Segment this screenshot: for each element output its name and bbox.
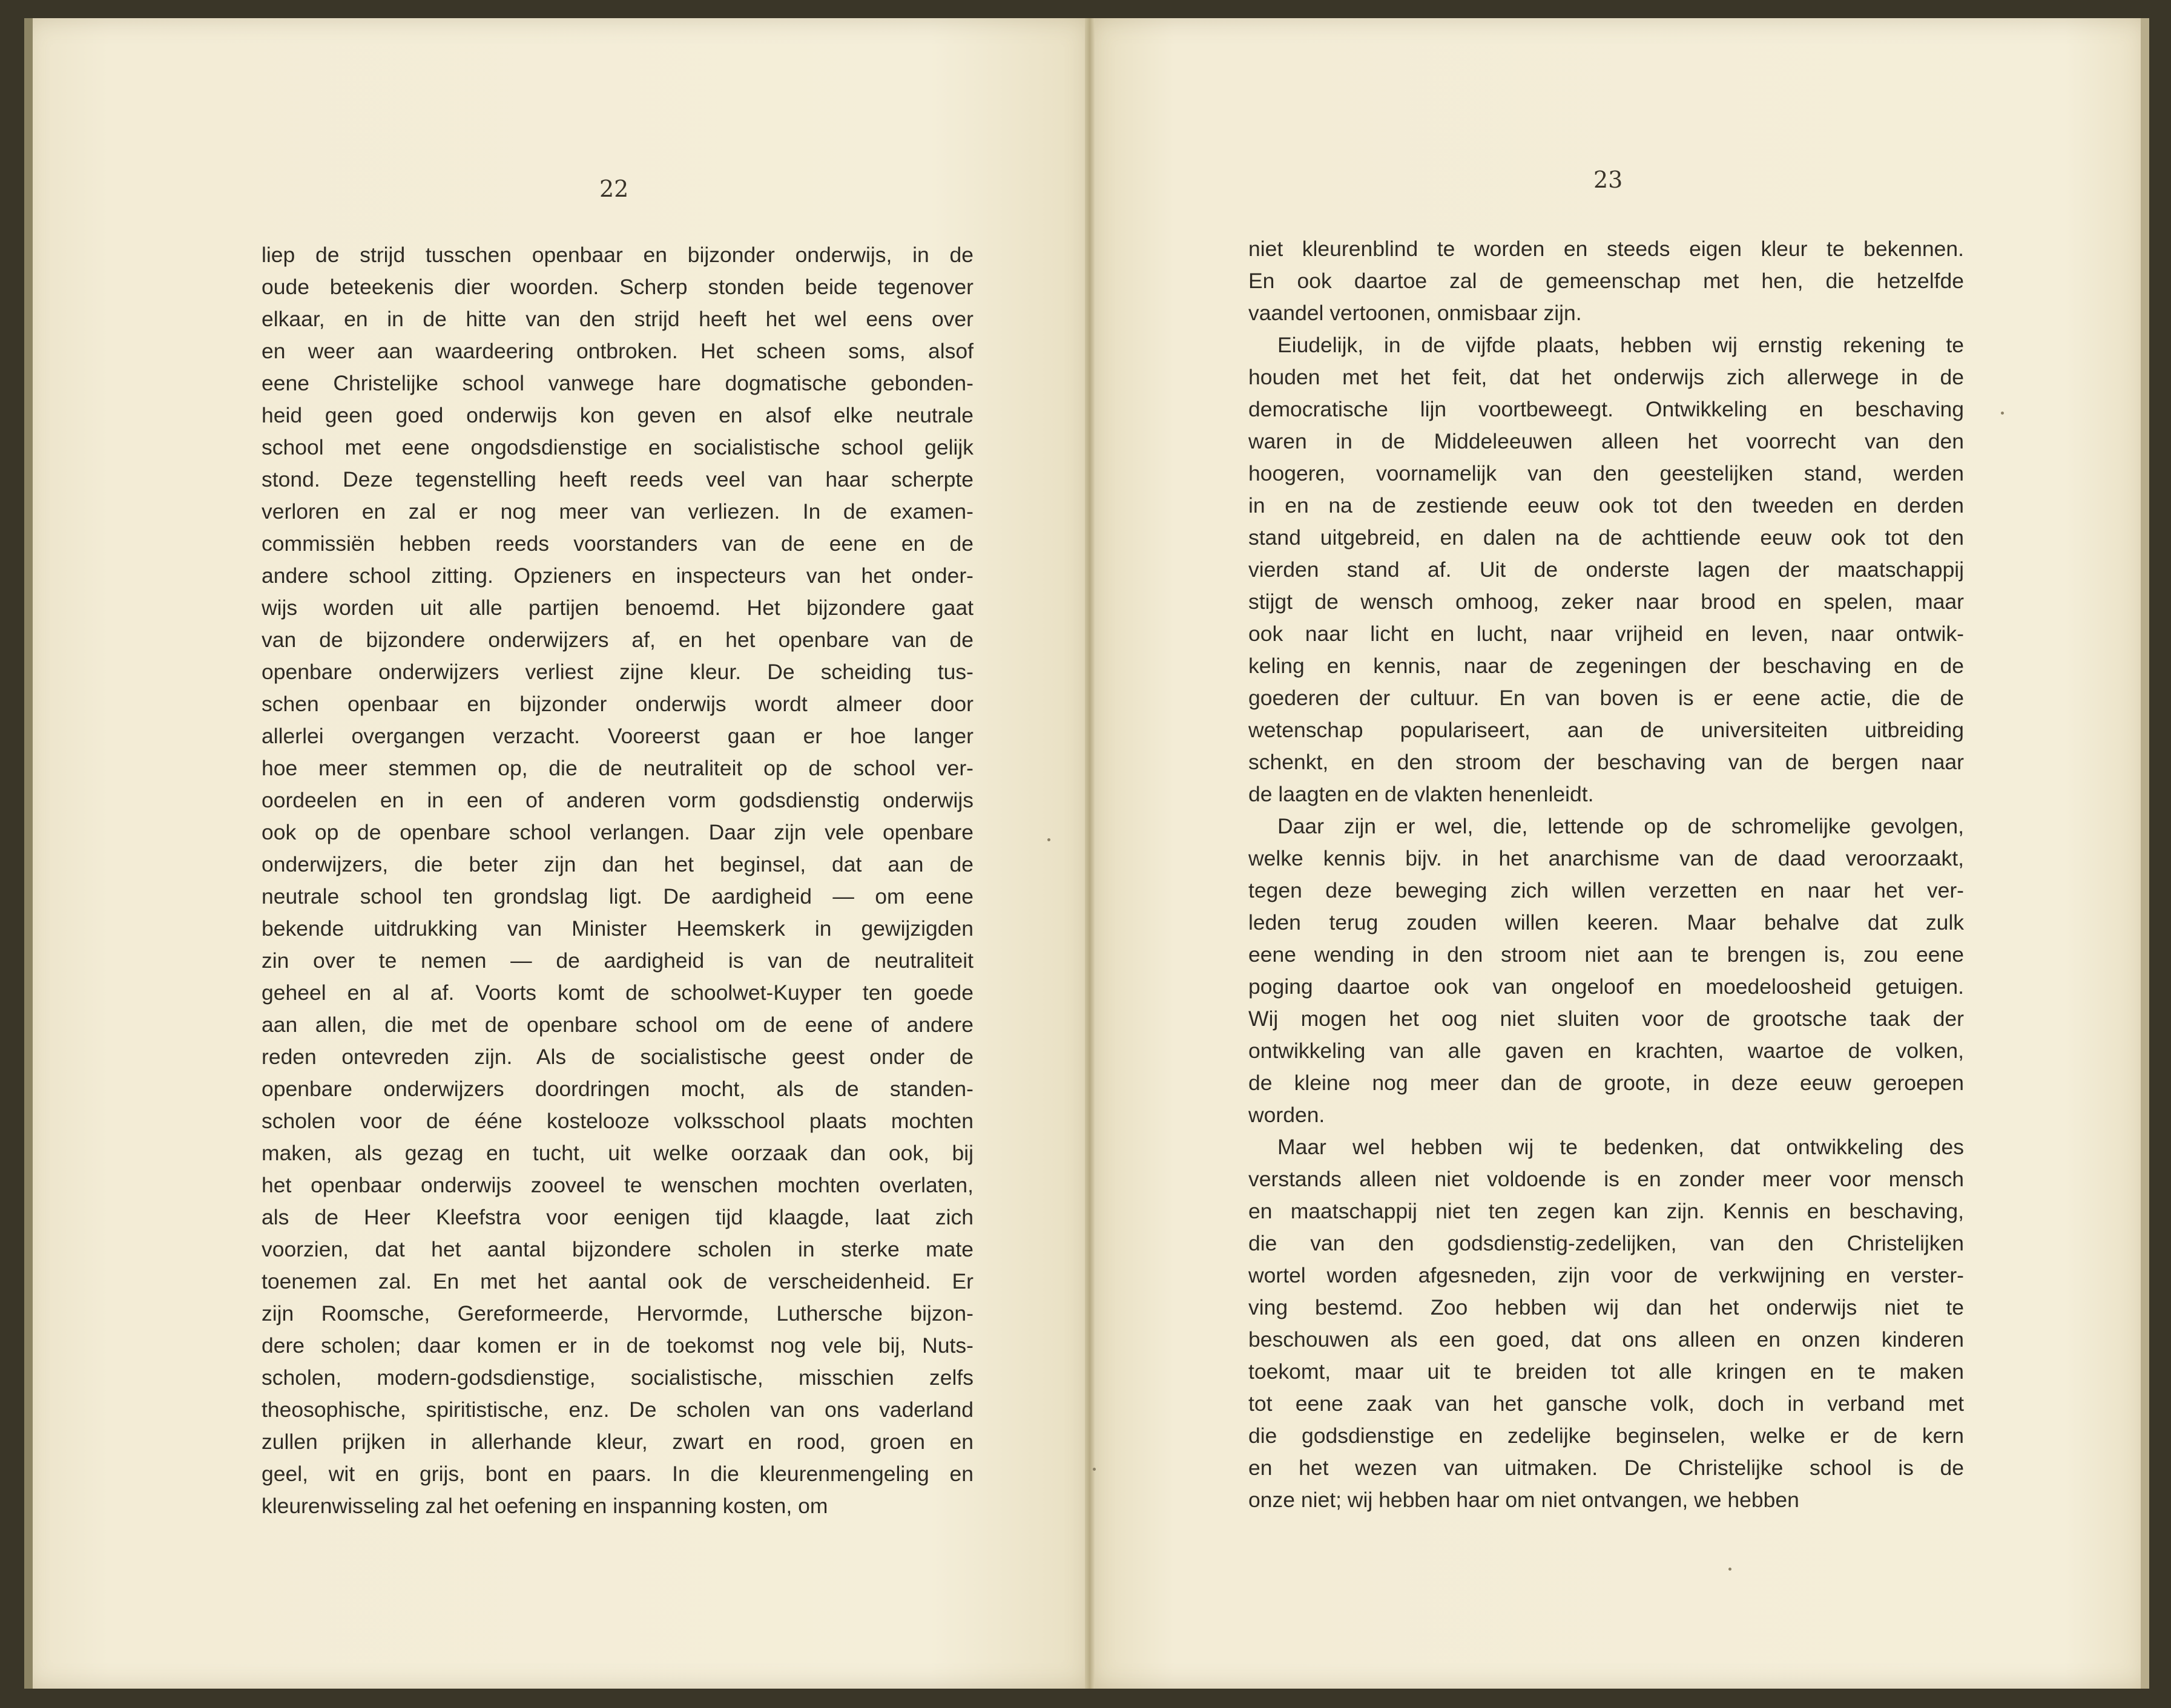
text-line: theosophische, spiritistische, enz. De scholen van ons vaderland xyxy=(262,1398,973,1422)
text-line: waren in de Middeleeuwen alleen het voorrecht van den xyxy=(1248,429,1964,453)
text-line: geel, wit en grijs, bont en paars. In die kleurenmengeling en xyxy=(262,1462,973,1486)
text-line: van de bijzondere onderwijzers af, en het openbare van de xyxy=(262,628,973,652)
text-line: wijs worden uit alle partijen benoemd. Het bijzondere gaat xyxy=(262,596,973,620)
text-line: schen openbaar en bijzonder onderwijs wordt almeer door xyxy=(262,692,973,716)
text-line: stijgt de wensch omhoog, zeker naar brood en spelen, maar xyxy=(1248,590,1964,614)
text-line: scholen, modern-godsdienstige, socialistische, misschien zelfs xyxy=(262,1365,973,1390)
text-line: vaandel vertoonen, onmisbaar zijn. xyxy=(1248,301,1582,325)
text-line: houden met het feit, dat het onderwijs zich allerwege in de xyxy=(1248,365,1964,389)
text-line: de kleine nog meer dan de groote, in deze eeuw geroepen xyxy=(1248,1071,1964,1095)
text-line: scholen voor de ééne kostelooze volksschool plaats mochten xyxy=(262,1109,973,1133)
text-line: commissiën hebben reeds voorstanders van de eene en de xyxy=(262,531,973,556)
text-line: verstands alleen niet voldoende is en zonder meer voor mensch xyxy=(1248,1167,1964,1191)
paper-speck xyxy=(2001,412,2004,415)
left-page-text xyxy=(262,239,973,1522)
text-line: zin over te nemen — de aardigheid is van de neutraliteit xyxy=(262,948,973,973)
book-gutter xyxy=(1085,18,1095,1689)
text-line: school met eene ongodsdienstige en socialistische school gelijk xyxy=(262,435,973,459)
text-line: oordeelen en in een of anderen vorm godsdienstig onderwijs xyxy=(262,788,973,812)
text-line: stond. Deze tegenstelling heeft reeds veel van haar scherpte xyxy=(262,467,973,491)
text-line: in en na de zestiende eeuw ook tot den tweeden en derden xyxy=(1248,493,1964,517)
text-line: liep de strijd tusschen openbaar en bijzonder onderwijs, in de xyxy=(262,243,973,267)
text-line: En ook daartoe zal de gemeenschap met hen, die hetzelfde xyxy=(1248,269,1964,293)
text-line: openbare onderwijzers verliest zijne kleur. De scheiding tus- xyxy=(262,660,973,684)
text-line: ving bestemd. Zoo hebben wij dan het onderwijs niet te xyxy=(1248,1295,1964,1319)
text-line: Wij mogen het oog niet sluiten voor de grootsche taak der xyxy=(1248,1007,1964,1031)
text-line: onderwijzers, die beter zijn dan het beginsel, dat aan de xyxy=(262,852,973,876)
text-line: als de Heer Kleefstra voor eenigen tijd klaagde, laat zich xyxy=(262,1205,973,1229)
text-line: hoe meer stemmen op, die de neutraliteit op de school ver- xyxy=(262,756,973,780)
text-line: beschouwen als een goed, dat ons alleen en onzen kinderen xyxy=(1248,1327,1964,1352)
text-line: ontwikkeling van alle gaven en krachten, waartoe de volken, xyxy=(1248,1039,1964,1063)
text-line: dere scholen; daar komen er in de toekomst nog vele bij, Nuts- xyxy=(262,1333,973,1358)
text-line: oude beteekenis dier woorden. Scherp stonden beide tegenover xyxy=(262,275,973,299)
text-line: keling en kennis, naar de zegeningen der beschaving en de xyxy=(1248,654,1964,678)
text-line: worden. xyxy=(1248,1103,1325,1127)
text-line: schenkt, en den stroom der beschaving van de bergen naar xyxy=(1248,750,1964,774)
text-line: die godsdienstige en zedelijke beginselen, welke er de kern xyxy=(1248,1424,1964,1448)
text-line: leden terug zouden willen keeren. Maar behalve dat zulk xyxy=(1248,910,1964,934)
right-book-edge xyxy=(2141,18,2149,1689)
text-line: Daar zijn er wel, die, lettende op de schromelijke gevolgen, xyxy=(1277,814,1964,838)
text-line: ook op de openbare school verlangen. Daar zijn vele openbare xyxy=(262,820,973,844)
text-line: verloren en zal er nog meer van verliezen. In de examen- xyxy=(262,499,973,524)
left-book-edge xyxy=(24,18,33,1689)
text-line: democratische lijn voortbeweegt. Ontwikkeling en beschaving xyxy=(1248,397,1964,421)
text-line: kleurenwisseling zal het oefening en inspanning kosten, om xyxy=(262,1494,828,1518)
paper-speck xyxy=(1047,838,1050,841)
text-line: die van den godsdienstig-zedelijken, van den Christelijken xyxy=(1248,1231,1964,1255)
text-line: vierden stand af. Uit de onderste lagen der maatschappij xyxy=(1248,557,1964,582)
text-line: poging daartoe ook van ongeloof en moedeloosheid getuigen. xyxy=(1248,974,1964,999)
text-line: eene Christelijke school vanwege hare dogmatische gebonden- xyxy=(262,371,973,395)
text-line: Eiudelijk, in de vijfde plaats, hebben wij ernstig rekening te xyxy=(1277,333,1964,357)
right-page-text xyxy=(1248,233,1964,1516)
text-line: en maatschappij niet ten zegen kan zijn. Kennis en beschaving, xyxy=(1248,1199,1964,1223)
text-line: andere school zitting. Opzieners en inspecteurs van het onder- xyxy=(262,563,973,588)
text-line: voorzien, dat het aantal bijzondere scholen in sterke mate xyxy=(262,1237,973,1261)
text-line: maken, als gezag en tucht, uit welke oorzaak dan ook, bij xyxy=(262,1141,973,1165)
text-line: toekomt, maar uit te breiden tot alle kringen en te maken xyxy=(1248,1359,1964,1384)
text-line: heid geen goed onderwijs kon geven en alsof elke neutrale xyxy=(262,403,973,427)
text-line: elkaar, en in de hitte van den strijd heeft het wel eens over xyxy=(262,307,973,331)
text-line: en het wezen van uitmaken. De Christelijke school is de xyxy=(1248,1456,1964,1480)
text-line: onze niet; wij hebben haar om niet ontvangen, we hebben xyxy=(1248,1488,1799,1512)
text-line: de laagten en de vlakten henenleidt. xyxy=(1248,782,1594,806)
text-line: wortel worden afgesneden, zijn voor de verkwijning en verster- xyxy=(1248,1263,1964,1287)
text-line: tot eene zaak van het gansche volk, doch in verband met xyxy=(1248,1391,1964,1416)
text-line: welke kennis bijv. in het anarchisme van de daad veroorzaakt, xyxy=(1248,846,1964,870)
text-line: wetenschap populariseert, aan de universiteiten uitbreiding xyxy=(1248,718,1964,742)
text-line: zullen prijken in allerhande kleur, zwart en rood, groen en xyxy=(262,1430,973,1454)
text-line: en weer aan waardeering ontbroken. Het scheen soms, alsof xyxy=(262,339,973,363)
text-line: ook naar licht en lucht, naar vrijheid en leven, naar ontwik- xyxy=(1248,622,1964,646)
text-line: zijn Roomsche, Gereformeerde, Hervormde, Luthersche bijzon- xyxy=(262,1301,973,1325)
text-line: toenemen zal. En met het aantal ook de verscheidenheid. Er xyxy=(262,1269,973,1293)
paper-speck xyxy=(1093,1468,1096,1471)
text-line: aan allen, die met de openbare school om de eene of andere xyxy=(262,1013,973,1037)
text-line: reden ontevreden zijn. Als de socialistische geest onder de xyxy=(262,1045,973,1069)
paper-speck xyxy=(1728,1568,1731,1571)
text-line: geheel en al af. Voorts komt de schoolwet-Kuyper ten goede xyxy=(262,980,973,1005)
text-line: Maar wel hebben wij te bedenken, dat ontwikkeling des xyxy=(1277,1135,1964,1159)
text-line: tegen deze beweging zich willen verzetten en naar het ver- xyxy=(1248,878,1964,902)
page-number-right: 23 xyxy=(1593,166,1623,193)
text-line: allerlei overgangen verzacht. Vooreerst gaan er hoe langer xyxy=(262,724,973,748)
text-line: goederen der cultuur. En van boven is er eene actie, die de xyxy=(1248,686,1964,710)
text-line: openbare onderwijzers doordringen mocht, als de standen- xyxy=(262,1077,973,1101)
text-line: bekende uitdrukking van Minister Heemskerk in gewijzigden xyxy=(262,916,973,941)
page-number-left: 22 xyxy=(599,176,629,202)
text-line: hoogeren, voornamelijk van den geestelijken stand, werden xyxy=(1248,461,1964,485)
text-line: het openbaar onderwijs zooveel te wenschen mochten overlaten, xyxy=(262,1173,973,1197)
text-line: eene wending in den stroom niet aan te brengen is, zou eene xyxy=(1248,942,1964,967)
text-line: niet kleurenblind te worden en steeds eigen kleur te bekennen. xyxy=(1248,237,1964,261)
text-line: neutrale school ten grondslag ligt. De aardigheid — om eene xyxy=(262,884,973,908)
text-line: stand uitgebreid, en dalen na de achttiende eeuw ook tot den xyxy=(1248,525,1964,550)
